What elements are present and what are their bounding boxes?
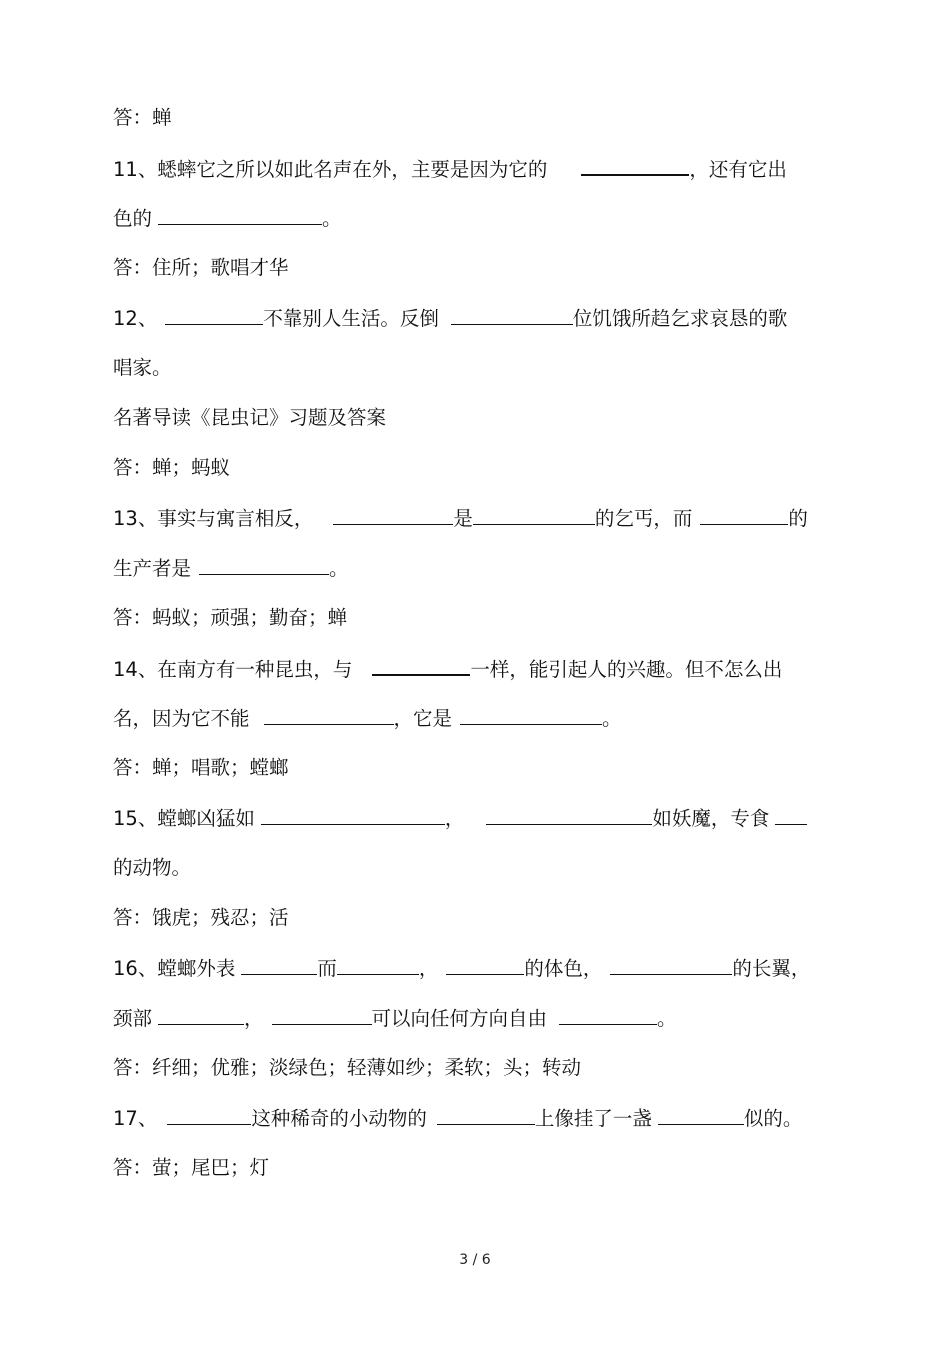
text: 12、 [113,307,158,330]
answer-line [113,756,289,780]
text: 16、螳螂外表 [113,957,236,980]
text: ， [444,807,465,830]
text: ， [418,957,439,980]
question-11-cont [113,206,342,231]
text: 。 [602,707,622,730]
text: 名，因为它不能 [113,707,250,730]
text: 答：住所；歌唱才华 [113,256,289,279]
fill-blank[interactable] [437,1106,535,1125]
text: 似的。 [743,1107,803,1130]
fill-blank[interactable] [167,1106,251,1125]
text: 上像挂了一盏 [534,1107,652,1130]
fill-blank[interactable] [199,556,329,575]
text: 答：萤；尾巴；灯 [113,1156,270,1179]
fill-blank[interactable] [775,806,807,825]
text: 这种稀奇的小动物的 [251,1107,427,1130]
fill-blank[interactable] [241,956,317,975]
text: ，它是 [393,707,453,730]
text: 15、螳螂凶猛如 [113,807,255,830]
fill-blank[interactable] [446,956,524,975]
fill-blank[interactable] [372,656,470,676]
text: 13、事实与寓言相反， [113,507,314,530]
question-14 [113,656,782,682]
text: 14、在南方有一种昆虫，与 [113,658,353,681]
page-number: 3 / 6 [459,1252,491,1268]
text: 。 [657,1007,677,1030]
fill-blank[interactable] [333,506,453,525]
fill-blank[interactable] [473,506,595,525]
text: 的长翼， [732,957,811,980]
text: 答：蝉；唱歌；螳螂 [113,756,289,779]
text: 可以向任何方向自由 [371,1007,548,1030]
question-13-cont [113,556,349,581]
fill-blank[interactable] [337,956,419,975]
text: ， [244,1007,264,1030]
fill-blank[interactable] [158,206,322,225]
fill-blank[interactable] [700,506,788,525]
question-14-cont [113,706,622,731]
question-12-cont [113,356,172,380]
text: 是 [453,507,473,530]
text: 的乞丐，而 [594,507,693,530]
text: 答：纤细；优雅；淡绿色；轻薄如纱；柔软；头；转动 [113,1056,582,1079]
fill-blank[interactable] [264,706,394,725]
text: 答：蚂蚁；顽强；勤奋；蝉 [113,606,348,629]
text: 答：蝉；蚂蚁 [113,456,231,479]
text: 11、蟋蟀它之所以如此名声在外，主要是因为它的 [113,158,548,181]
fill-blank[interactable] [460,706,602,725]
question-15 [113,806,807,831]
text: 位饥饿所趋乞求哀恳的歌 [572,307,788,330]
text: ，还有它出 [689,158,787,181]
text: 的体色， [524,957,603,980]
fill-blank[interactable] [261,806,445,825]
fill-blank[interactable] [272,1006,372,1025]
answer-line [113,456,230,480]
question-12 [113,306,787,331]
question-17 [113,1106,802,1131]
fill-blank[interactable] [486,806,652,825]
answer-line [113,1156,269,1180]
text: 。 [322,207,342,230]
text: 17、 [113,1107,158,1130]
answer-line [113,106,172,130]
answer-line [113,1056,581,1080]
question-11 [113,156,787,182]
text: 颈部 [113,1007,153,1030]
text: 一样，能引起人的兴趣。但不怎么出 [470,658,783,681]
text: 色的 [113,207,153,230]
answer-line [113,256,289,280]
text: 唱家。 [113,356,172,379]
section-heading [113,406,386,430]
fill-blank[interactable] [581,156,689,176]
text: 而 [317,957,337,980]
fill-blank[interactable] [451,306,573,325]
fill-blank[interactable] [158,1006,244,1025]
text: 的 [788,507,808,530]
fill-blank[interactable] [165,306,263,325]
question-15-cont [113,856,191,880]
text: 生产者是 [113,557,192,580]
answer-line [113,906,289,930]
question-13 [113,506,808,531]
fill-blank[interactable] [610,956,732,975]
text: 答：蝉 [113,106,172,129]
text: 答：饿虎；残忍；活 [113,906,289,929]
answer-line [113,606,347,630]
question-16-cont [113,1006,677,1031]
text: 不靠别人生活。反倒 [263,307,439,330]
text: 的动物。 [113,856,192,879]
text: 。 [329,557,349,580]
text: 如妖魔，专食 [652,807,770,830]
text: 名著导读《昆虫记》习题及答案 [113,406,387,429]
fill-blank[interactable] [658,1106,744,1125]
fill-blank[interactable] [559,1006,657,1025]
question-16 [113,956,810,981]
